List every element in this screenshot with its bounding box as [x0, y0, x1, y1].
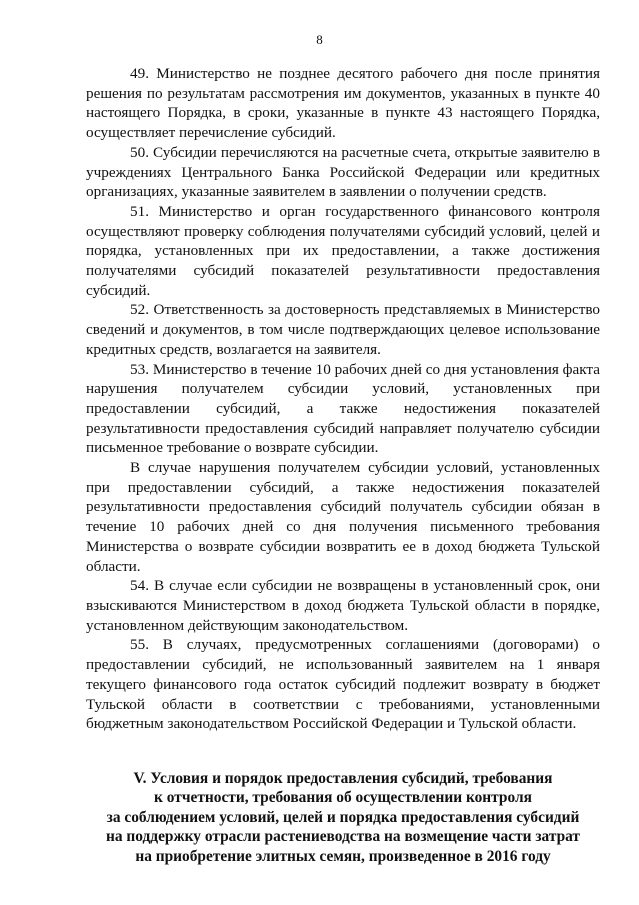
section-heading-line: на приобретение элитных семян, произведенное в 2016 году	[135, 847, 551, 865]
paragraph-55: 55. В случаях, предусмотренных соглашениями (договорами) о предоставлении субсидий, не использованный заявителем на 1 января текущего финансового года остаток субсидий подлежит возврату в бюджет Тульской области в соответствии с требованиями, установленными бюджетным законодательством Российской Федерации и Тульской области.	[86, 636, 600, 733]
document-body	[86, 64, 600, 866]
page-number: 8	[316, 32, 323, 47]
paragraph-53: 53. Министерство в течение 10 рабочих дней со дня установления факта нарушения получателем субсидии условий, установленных при предоставлении субсидий, а также недостижения показателей результативности предоставления субсидий направляет получателю субсидии письменное требование о возврате субсидии.	[86, 360, 600, 457]
section-heading-line: за соблюдением условий, целей и порядка предоставления субсидий	[106, 808, 580, 826]
paragraph-51: 51. Министерство и орган государственного финансового контроля осуществляют проверку соблюдения получателями субсидий условий, целей и порядка, установленных при их предоставлении, а также достижения получателями субсидий показателей результативности предоставления субсидий.	[86, 202, 600, 299]
paragraph-54: 54. В случае если субсидии не возвращены в установленный срок, они взыскиваются Министерством в доход бюджета Тульской области в порядке, установленном действующим законодательством.	[86, 577, 600, 634]
section-heading-line: к отчетности, требования об осуществлении контроля	[154, 789, 532, 807]
paragraph-50: 50. Субсидии перечисляются на расчетные счета, открытые заявителю в учреждениях Центрального Банка Российской Федерации или кредитных организациях, указанные заявителем в заявлении о получении средств.	[86, 143, 600, 201]
paragraph-49: 49. Министерство не позднее десятого рабочего дня после принятия решения по результатам рассмотрения им документов, указанных в пункте 40 настоящего Порядка, в сроки, указанные в пункте 43 настоящего Порядка, осуществляет перечисление субсидий.	[86, 65, 600, 142]
paragraph-53-continuation: В случае нарушения получателем субсидии условий, установленных при предоставлении субсидий, а также недостижения показателей результативности предоставления субсидий получатель субсидии обязан в течение 10 рабочих дней со дня получения письменного требования Министерства о возврате субсидии возвратить ее в доход бюджета Тульской области.	[86, 459, 600, 575]
section-heading-line: на поддержку отрасли растениеводства на возмещение части затрат	[105, 828, 580, 846]
paragraph-52: 52. Ответственность за достоверность представляемых в Министерство сведений и документов, в том числе подтверждающих целевое использование кредитных средств, возлагается на заявителя.	[86, 301, 600, 358]
section-heading-line: V. Условия и порядок предоставления субсидий, требования	[133, 769, 553, 787]
section-heading	[86, 769, 600, 867]
